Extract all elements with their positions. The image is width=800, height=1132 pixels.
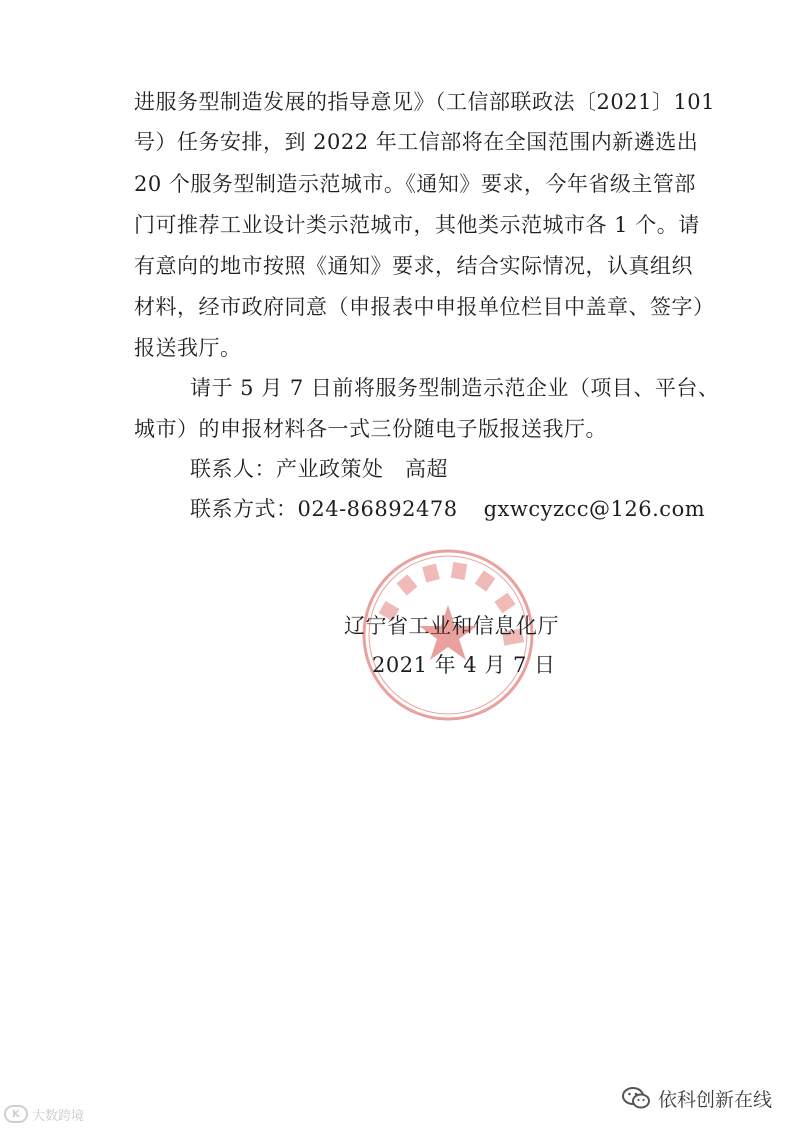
body-line: 有意向的地市按照《通知》要求，结合实际情况，认真组织	[134, 254, 693, 278]
body-line: 材料，经市政府同意（申报表中申报单位栏目中盖章、签字）	[134, 295, 715, 319]
watermark-left-text: 大数跨境	[32, 1108, 85, 1124]
body-line: 进服务型制造发展的指导意见》（工信部联政法〔2021〕101	[134, 90, 716, 114]
contact-phone: 024-86892478	[297, 497, 458, 521]
contact-method	[190, 495, 750, 523]
body-line: 号）任务安排，到 2022 年工信部将在全国范围内新遴选出	[134, 130, 699, 154]
contact-method-label: 联系方式：	[190, 497, 298, 521]
body-line: 城市）的申报材料各一式三份随电子版报送我厅。	[134, 417, 607, 441]
body-line: 门可推荐工业设计类示范城市，其他类示范城市各 1 个。请	[134, 213, 700, 237]
body-line: 请于 5 月 7 日前将服务型制造示范企业（项目、平台、	[190, 376, 720, 400]
watermark-right	[622, 1084, 772, 1112]
body-line: 报送我厅。	[134, 336, 242, 360]
watermark-left	[4, 1101, 84, 1127]
body-line: 20 个服务型制造示范城市。《通知》要求，今年省级主管部	[134, 172, 696, 196]
contact-email: gxwcyzcc@126.com	[483, 497, 706, 521]
wechat-icon	[622, 1086, 650, 1110]
watermark-right-text: 依科创新在线	[658, 1088, 773, 1111]
contact-person: 联系人：产业政策处 高超	[190, 457, 448, 481]
signing-organization: 辽宁省工业和信息化厅	[344, 614, 559, 638]
signing-date: 2021 年 4 月 7 日	[372, 653, 556, 677]
logo-badge-icon: K	[4, 1105, 28, 1123]
